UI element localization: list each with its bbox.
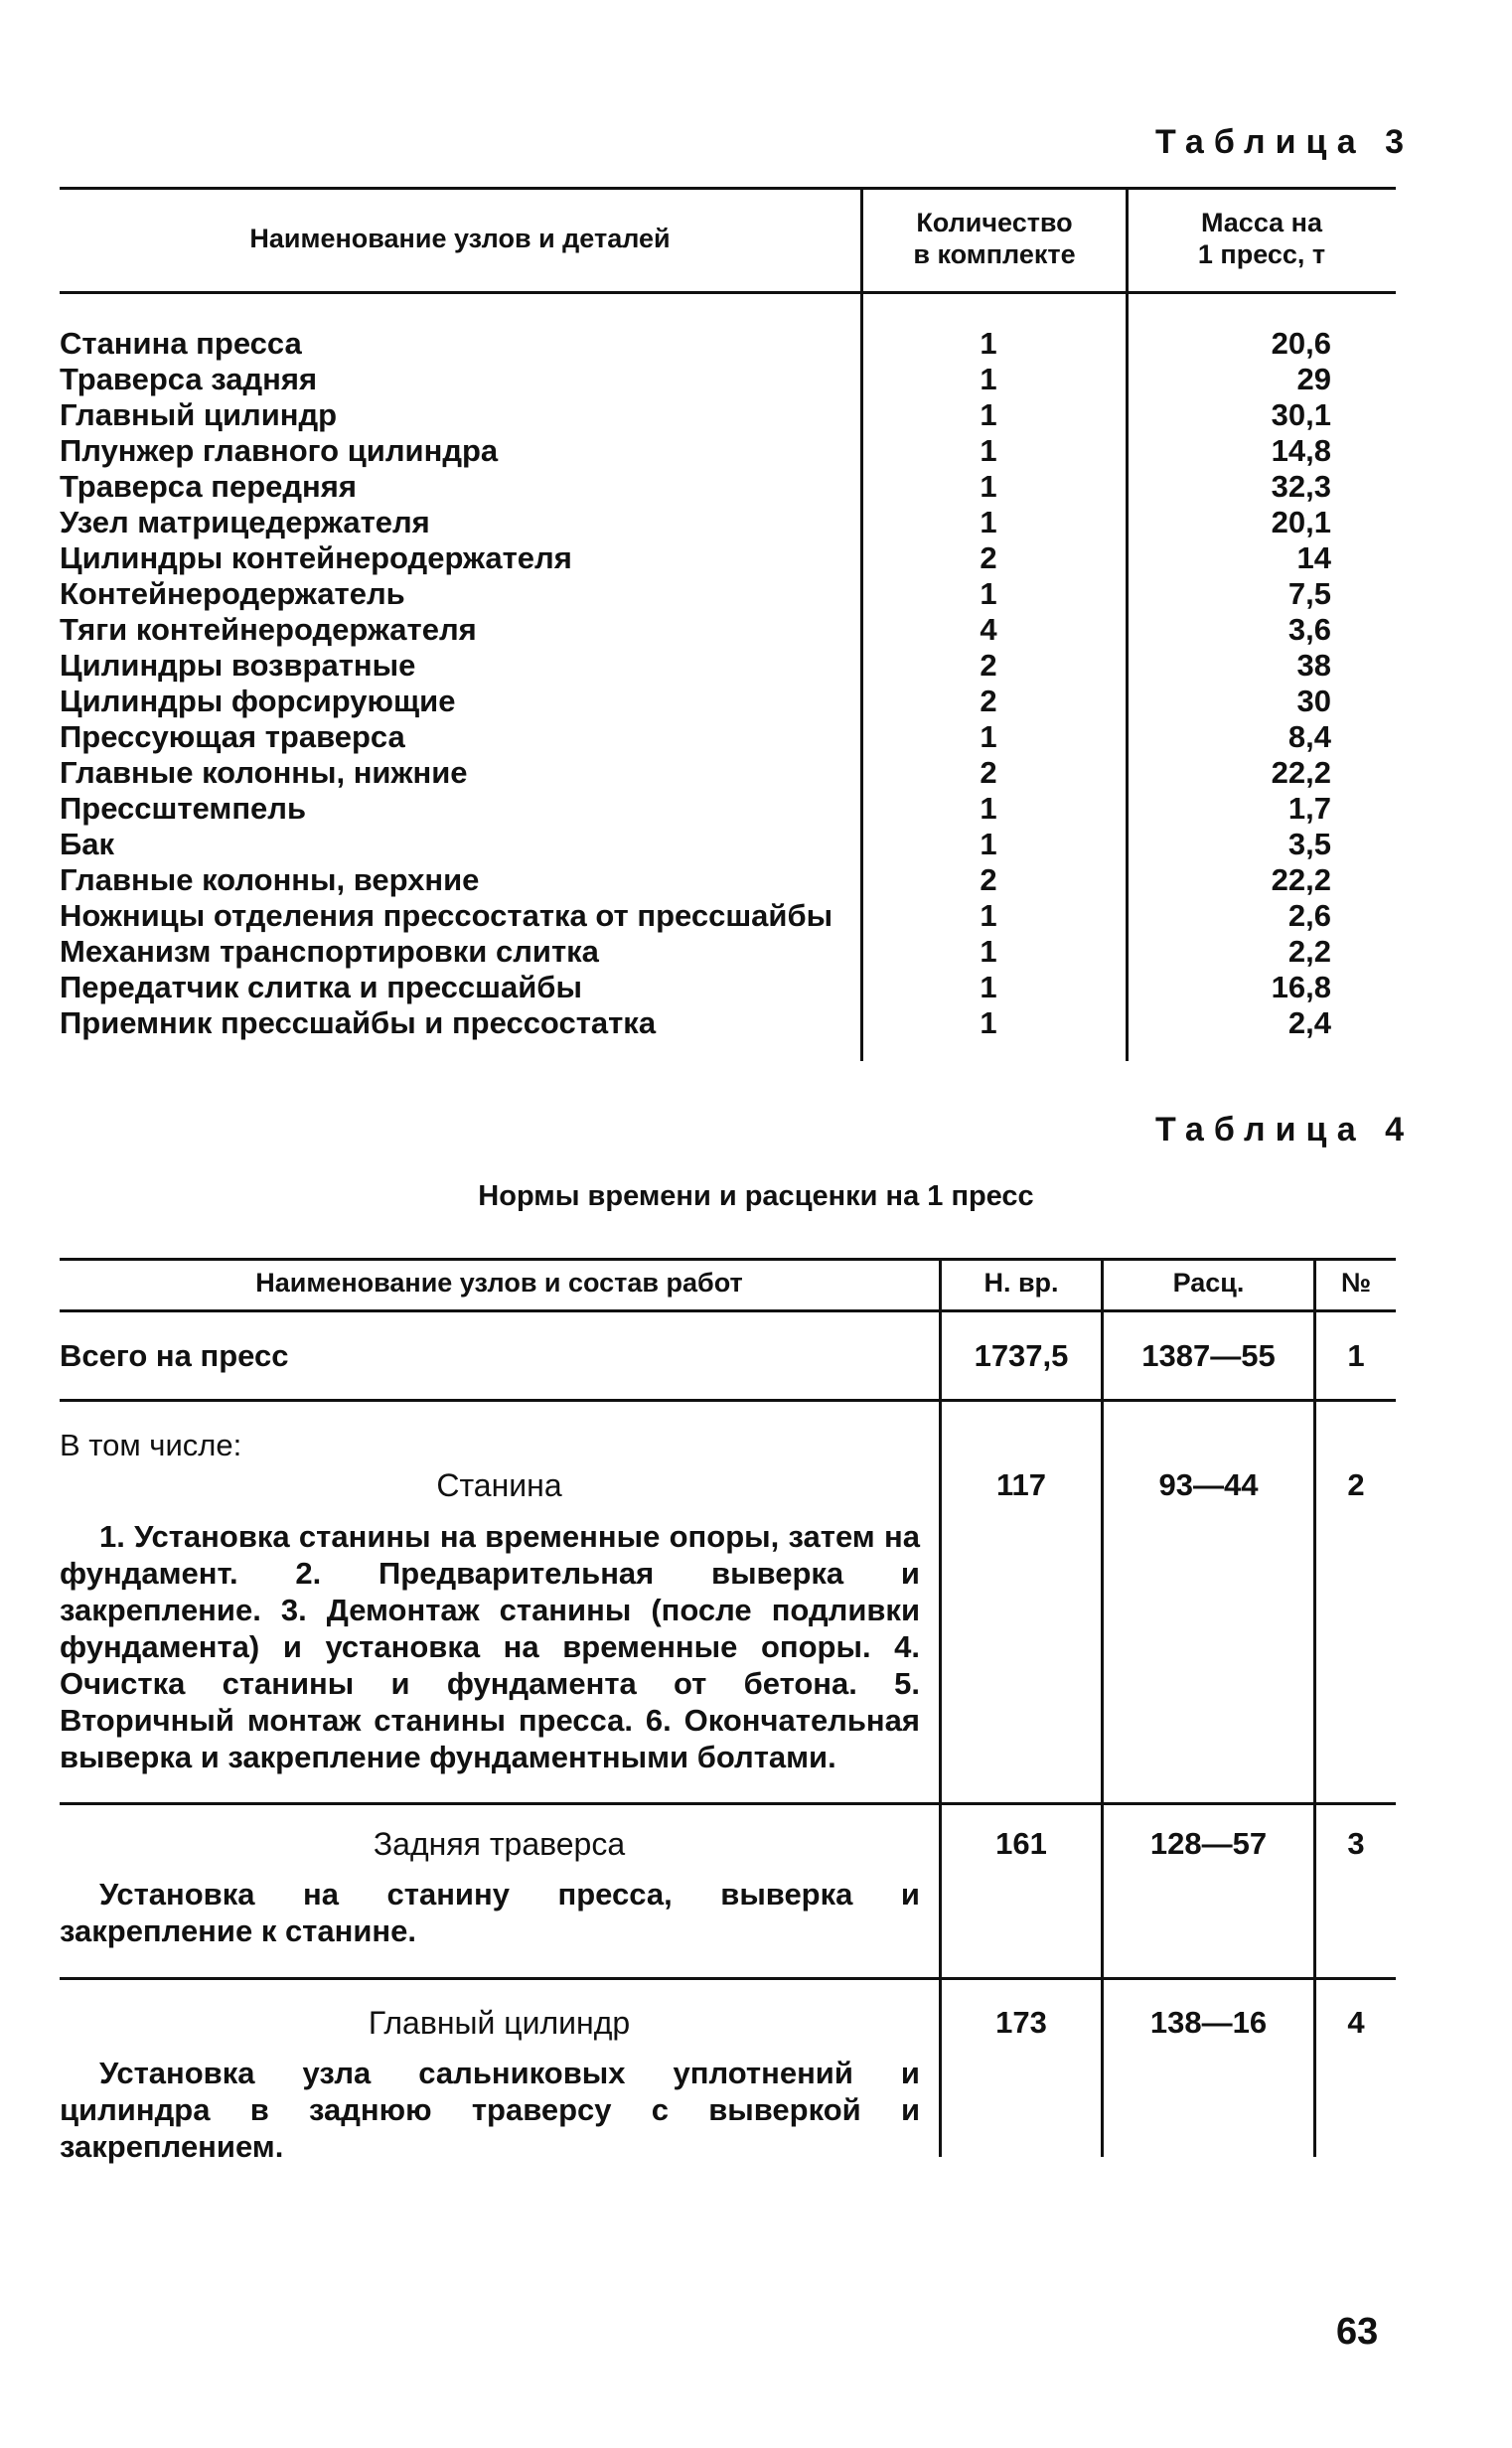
section-text-stanina: 1. Установка станины на временные опоры, затем на фундамент. 2. Предварительная выверка и закрепление. 3. Демонтаж станины (после подливки фундамента) и установка на временные опоры. 4. Очистка станины и фундамента от бетона. 5. Вторичный монтаж станины пресса. 6. Окончательная выверка и закрепление фундаментными болтами.	[60, 1519, 920, 1774]
row-qty: 1	[980, 827, 997, 861]
row-qty: 1	[980, 898, 997, 933]
table4-total-name: Всего на пресс	[60, 1338, 289, 1373]
section-price-main-cylinder: 138—16	[1149, 2005, 1268, 2040]
row-mass: 3,5	[1287, 827, 1331, 861]
row-mass: 2,6	[1287, 898, 1331, 933]
table4-top-rule	[60, 1258, 1396, 1261]
row-qty: 1	[980, 719, 997, 754]
row-mass: 22,2	[1271, 862, 1331, 897]
table3-header-rule	[60, 291, 1396, 294]
table3-header-mass: Масса на 1 пресс, т	[1197, 208, 1326, 269]
row-name: Цилиндры возвратные	[60, 648, 416, 683]
row-mass: 2,4	[1287, 1005, 1331, 1040]
row-mass: 20,1	[1271, 505, 1331, 539]
row-mass: 32,3	[1271, 469, 1331, 504]
table3-header-name: Наименование узлов и деталей	[249, 224, 671, 253]
row-name: Прессующая траверса	[60, 719, 405, 754]
table-row	[60, 469, 1512, 505]
row-name: Траверса передняя	[60, 469, 357, 504]
row-name: Траверса задняя	[60, 362, 318, 396]
row-qty: 2	[980, 755, 997, 790]
row-qty: 1	[980, 505, 997, 539]
row-mass: 30	[1296, 684, 1331, 718]
table-row	[60, 540, 1512, 576]
section-heading-stanina: Станина	[436, 1467, 562, 1503]
section-text-rear-traverse: Установка на станину пресса, выверка и закрепление к станине.	[60, 1877, 920, 1948]
row-qty: 2	[980, 862, 997, 897]
table3-header-qty: Количество в комплекте	[913, 208, 1076, 269]
row-qty: 1	[980, 970, 997, 1004]
row-name: Ножницы отделения прессостатка от прессшайбы	[60, 898, 833, 933]
table-row	[60, 791, 1512, 827]
table4-header-name: Наименование узлов и состав работ	[255, 1268, 743, 1298]
row-qty: 2	[980, 648, 997, 683]
row-qty: 1	[980, 934, 997, 969]
table4-total-price: 1387—55	[1141, 1338, 1276, 1373]
table3-top-rule	[60, 187, 1396, 190]
table4-header-num: №	[1340, 1268, 1372, 1298]
table4-header-time: Н. вр.	[983, 1268, 1059, 1298]
row-mass: 2,2	[1287, 934, 1331, 969]
section-time-rear-traverse: 161	[995, 1826, 1047, 1861]
table3-caption: Таблица 3	[1155, 123, 1415, 161]
row-name: Узел матрицедержателя	[60, 505, 430, 539]
table-row	[60, 719, 1512, 755]
row-mass: 8,4	[1287, 719, 1331, 754]
section-intro: В том числе:	[60, 1428, 242, 1462]
row-mass: 29	[1296, 362, 1331, 396]
section-price-rear-traverse: 128—57	[1149, 1826, 1268, 1861]
row-mass: 22,2	[1271, 755, 1331, 790]
table4-total-time: 1737,5	[974, 1338, 1069, 1373]
row-qty: 1	[980, 469, 997, 504]
table4-total-rule	[60, 1399, 1396, 1402]
row-mass: 38	[1296, 648, 1331, 683]
section-num-main-cylinder: 4	[1347, 2005, 1365, 2040]
row-qty: 1	[980, 576, 997, 611]
section-heading-main-cylinder: Главный цилиндр	[368, 2005, 631, 2041]
section-num-stanina: 2	[1347, 1467, 1365, 1502]
row-qty: 2	[980, 684, 997, 718]
table-row	[60, 684, 1512, 719]
row-name: Плунжер главного цилиндра	[60, 433, 499, 468]
table-row	[60, 898, 1512, 934]
table-row	[60, 576, 1512, 612]
table-row	[60, 433, 1512, 469]
table-row	[60, 362, 1512, 397]
table-row	[60, 326, 1512, 362]
row-qty: 1	[980, 326, 997, 361]
table-row	[60, 612, 1512, 648]
table4-caption: Таблица 4	[1155, 1111, 1415, 1148]
section-text-main-cylinder: Установка узла сальниковых уплотнений и цилиндра в заднюю траверсу с выверкой и закреплением.	[60, 2056, 920, 2164]
row-name: Механизм транспортировки слитка	[60, 934, 599, 969]
table4-header-rule	[60, 1309, 1396, 1312]
row-qty: 1	[980, 1005, 997, 1040]
row-mass: 7,5	[1287, 576, 1331, 611]
row-mass: 3,6	[1287, 612, 1331, 647]
row-name: Главные колонны, верхние	[60, 862, 480, 897]
row-mass: 14,8	[1271, 433, 1331, 468]
row-name: Станина пресса	[60, 326, 302, 361]
table4-total-num: 1	[1347, 1338, 1365, 1373]
row-qty: 1	[980, 362, 997, 396]
row-name: Передатчик слитка и прессшайбы	[60, 970, 582, 1004]
row-name: Контейнеродержатель	[60, 576, 405, 611]
table-row	[60, 934, 1512, 970]
table-row	[60, 397, 1512, 433]
section-num-rear-traverse: 3	[1347, 1826, 1365, 1861]
row-qty: 1	[980, 791, 997, 826]
row-name: Главный цилиндр	[60, 397, 338, 432]
section-time-stanina: 117	[995, 1467, 1046, 1502]
section-price-stanina: 93—44	[1158, 1467, 1259, 1502]
table-row	[60, 648, 1512, 684]
row-name: Цилиндры форсирующие	[60, 684, 456, 718]
table-row	[60, 505, 1512, 540]
row-mass: 30,1	[1271, 397, 1331, 432]
table4-section2-rule	[60, 1977, 1396, 1980]
table4-title: Нормы времени и расценки на 1 пресс	[478, 1180, 1034, 1212]
table-row	[60, 862, 1512, 898]
row-qty: 1	[980, 433, 997, 468]
table4-section1-rule	[60, 1802, 1396, 1805]
table4-header-price: Расц.	[1172, 1268, 1245, 1298]
row-name: Тяги контейнеродержателя	[60, 612, 477, 647]
row-mass: 16,8	[1271, 970, 1331, 1004]
row-qty: 4	[980, 612, 997, 647]
row-mass: 14	[1296, 540, 1331, 575]
table-row	[60, 827, 1512, 862]
row-name: Бак	[60, 827, 115, 861]
row-name: Главные колонны, нижние	[60, 755, 468, 790]
row-qty: 2	[980, 540, 997, 575]
section-heading-rear-traverse: Задняя траверса	[373, 1826, 626, 1862]
section-time-main-cylinder: 173	[995, 2005, 1047, 2040]
page-number: 63	[1336, 2311, 1379, 2353]
row-qty: 1	[980, 397, 997, 432]
row-name: Цилиндры контейнеродержателя	[60, 540, 572, 575]
row-mass: 20,6	[1271, 326, 1331, 361]
row-name: Приемник прессшайбы и прессостатка	[60, 1005, 657, 1040]
table-row	[60, 1005, 1512, 1041]
row-mass: 1,7	[1287, 791, 1331, 826]
table-row	[60, 970, 1512, 1005]
row-name: Прессштемпель	[60, 791, 307, 826]
table-row	[60, 755, 1512, 791]
